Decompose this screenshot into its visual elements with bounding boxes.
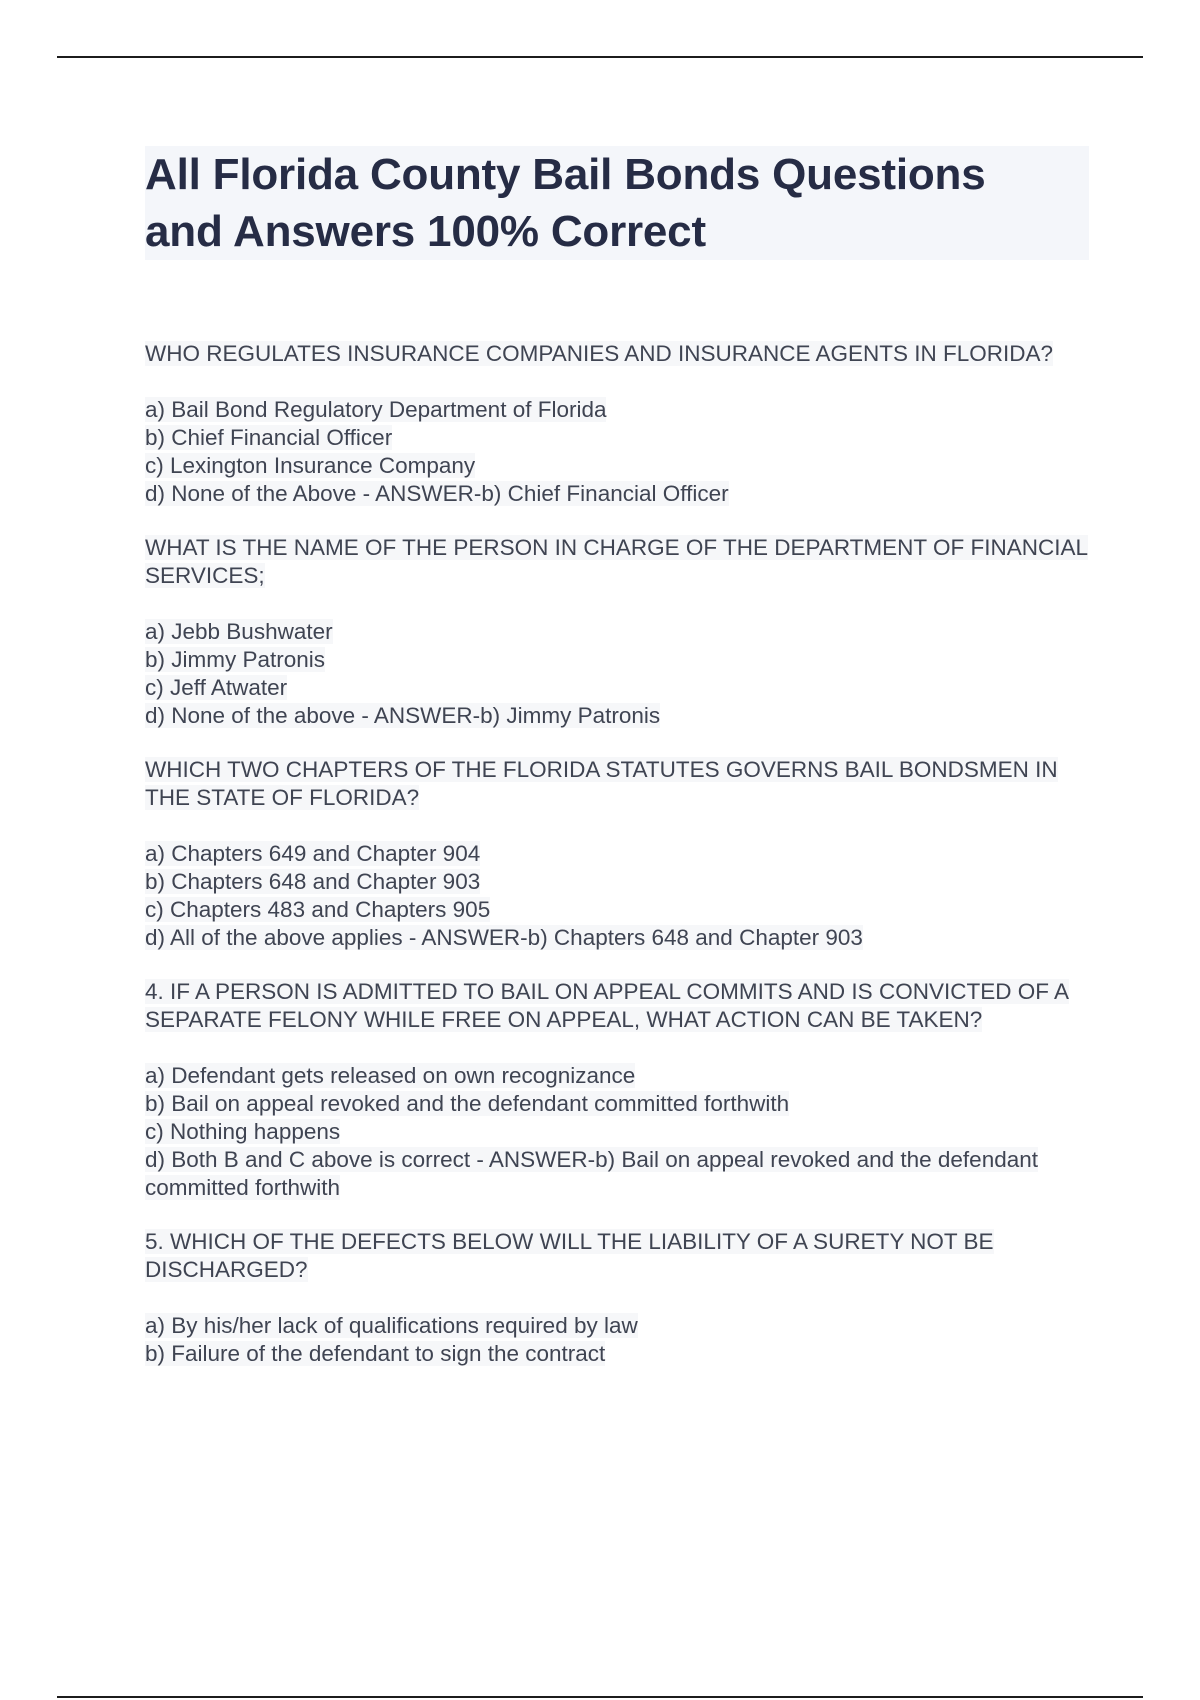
option-4c: c) Nothing happens [145,1119,341,1144]
options-3 [145,840,1089,952]
option-1b: b) Chief Financial Officer [145,425,393,450]
option-2c: c) Jeff Atwater [145,675,288,700]
option-1a: a) Bail Bond Regulatory Department of Florida [145,397,607,422]
qa-list [145,340,1089,1368]
options-2 [145,618,1089,730]
document-title-block [145,146,1089,260]
bottom-divider [57,1696,1143,1698]
options-1 [145,396,1089,508]
option-1c: c) Lexington Insurance Company [145,453,476,478]
option-4d-answer: d) Both B and C above is correct - ANSWER-b) Bail on appeal revoked and the defendant committed forthwith [145,1147,1039,1200]
option-4a: a) Defendant gets released on own recognizance [145,1063,636,1088]
title-line-1: All Florida County Bail Bonds Questions [145,150,986,199]
question-3: WHICH TWO CHAPTERS OF THE FLORIDA STATUTES GOVERNS BAIL BONDSMEN IN THE STATE OF FLORIDA? [145,757,1058,810]
options-4 [145,1062,1089,1202]
option-5a: a) By his/her lack of qualifications required by law [145,1313,638,1338]
question-2: WHAT IS THE NAME OF THE PERSON IN CHARGE OF THE DEPARTMENT OF FINANCIAL SERVICES; [145,535,1089,588]
top-divider [57,56,1143,58]
qa-item-4 [145,978,1089,1202]
qa-item-2 [145,534,1089,730]
options-5 [145,1312,1089,1368]
option-4b: b) Bail on appeal revoked and the defendant committed forthwith [145,1091,790,1116]
option-3a: a) Chapters 649 and Chapter 904 [145,841,481,866]
option-5b: b) Failure of the defendant to sign the contract [145,1341,606,1366]
document-body [145,146,1089,1394]
qa-item-3 [145,756,1089,952]
question-4: 4. IF A PERSON IS ADMITTED TO BAIL ON APPEAL COMMITS AND IS CONVICTED OF A SEPARATE FELONY WHILE FREE ON APPEAL, WHAT ACTION CAN BE TAKEN? [145,979,1069,1032]
option-2d-answer: d) None of the above - ANSWER-b) Jimmy Patronis [145,703,661,728]
document-title [145,146,1075,260]
qa-item-1 [145,340,1089,508]
option-1d-answer: d) None of the Above - ANSWER-b) Chief Financial Officer [145,481,729,506]
option-2a: a) Jebb Bushwater [145,619,333,644]
option-2b: b) Jimmy Patronis [145,647,326,672]
question-1: WHO REGULATES INSURANCE COMPANIES AND INSURANCE AGENTS IN FLORIDA? [145,341,1054,366]
option-3c: c) Chapters 483 and Chapters 905 [145,897,491,922]
title-line-2: and Answers 100% Correct [145,207,706,256]
question-5: 5. WHICH OF THE DEFECTS BELOW WILL THE LIABILITY OF A SURETY NOT BE DISCHARGED? [145,1229,994,1282]
qa-item-5 [145,1228,1089,1368]
option-3b: b) Chapters 648 and Chapter 903 [145,869,481,894]
option-3d-answer: d) All of the above applies - ANSWER-b) Chapters 648 and Chapter 903 [145,925,863,950]
